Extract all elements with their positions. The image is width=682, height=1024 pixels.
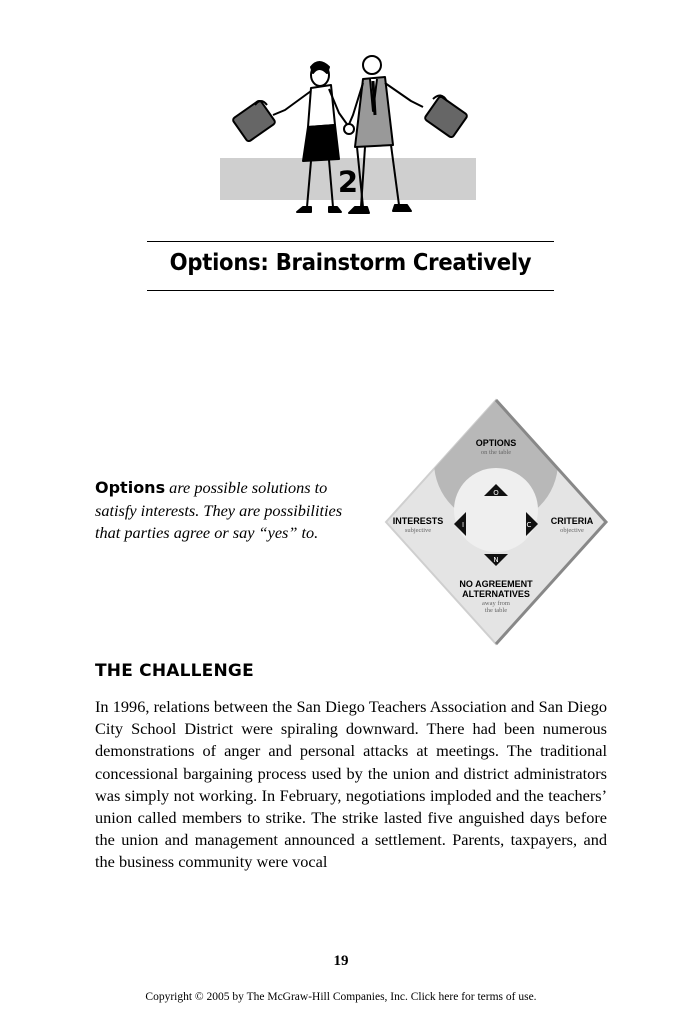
title-rule-top (147, 241, 554, 242)
center-circle (454, 468, 538, 552)
svg-text:C: C (526, 521, 532, 529)
diagram-bottom-sub-2: the table (484, 607, 508, 614)
svg-text:N: N (493, 556, 499, 564)
svg-text:I: I (461, 521, 465, 529)
section-heading: THE CHALLENGE (95, 661, 254, 681)
title-rule-bottom (147, 290, 554, 291)
diagram-bottom-sub-1: away from (482, 600, 510, 607)
diagram-right-label: CRITERIA (550, 516, 594, 526)
options-definition (95, 477, 365, 545)
handshake (344, 124, 354, 134)
diagram-left-label: INTERESTS (392, 516, 444, 526)
svg-text:O: O (493, 489, 499, 497)
diagram-bottom-label-2: ALTERNATIVES (462, 589, 530, 599)
page-number: 19 (333, 953, 349, 969)
definition-text: are possible solutions to satisfy interests. They are possibilities that parties agree or say “yes” to. (95, 478, 343, 542)
diagram-left-sub: subjective (404, 527, 432, 534)
diagram-right-sub: objective (560, 527, 584, 534)
diagram-top-sub: on the table (480, 449, 512, 456)
definition-term: Options (95, 478, 166, 497)
body-paragraph: In 1996, relations between the San Diego Teachers Association and San Diego City School District were spiraling downward. There had been numerous demonstrations of anger and personal attacks at meetings. The traditional concessional bargaining process used by the union and district administrators was simply not working. In February, negotiations imploded and the teachers’ union called members to strike. The strike lasted five anguished days before the union and management announced a settlement. Parents, taxpayers, and the business community were vocal (95, 697, 607, 872)
diagram-bottom-label-1: NO AGREEMENT (459, 579, 533, 589)
copyright-link[interactable]: Copyright © 2005 by The McGraw-Hill Companies, Inc. Click here for terms of use. (145, 991, 537, 1003)
chapter-number: 2 (337, 165, 359, 199)
chapter-illustration-handshake (215, 55, 477, 220)
diagram-top-label: OPTIONS (475, 438, 517, 448)
negotiation-diamond-diagram (378, 392, 614, 650)
chapter-title: Options: Brainstorm Creatively (169, 250, 532, 276)
